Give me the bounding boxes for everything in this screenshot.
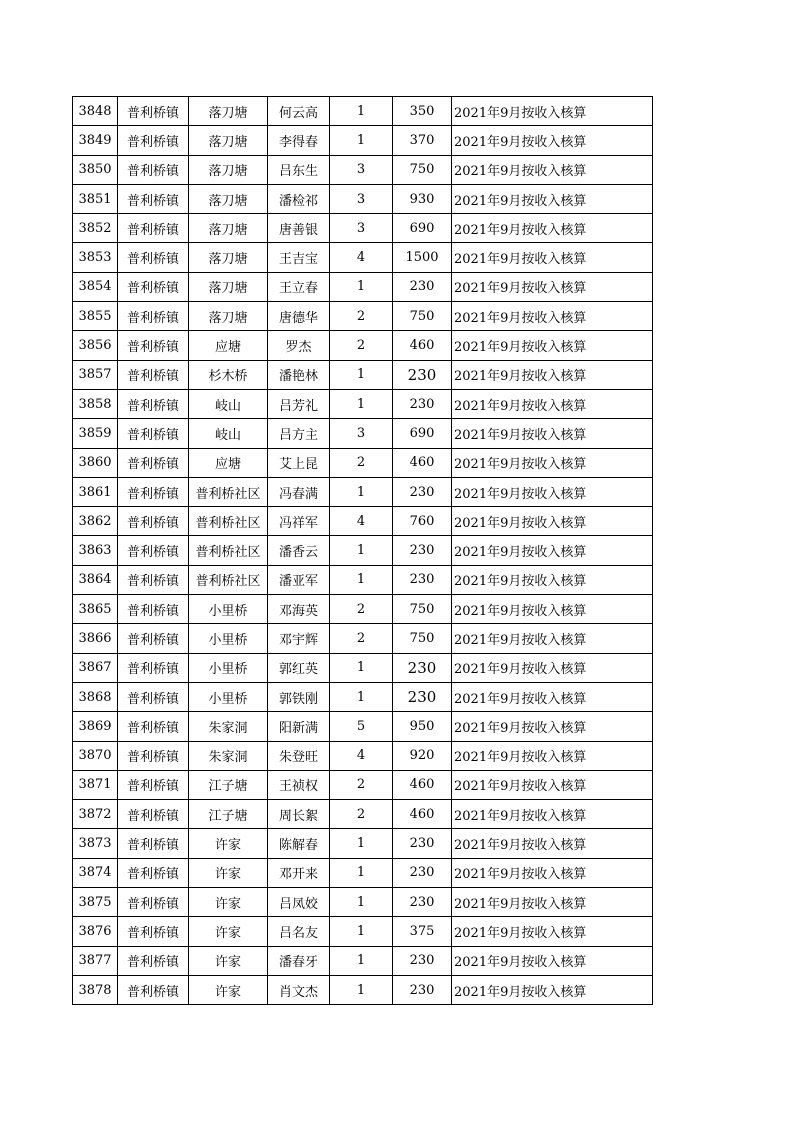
row-number-cell: 3866 [73, 624, 118, 653]
name-cell: 周长絮 [268, 800, 330, 829]
table-row [73, 302, 653, 331]
note-cell: 2021年9月按收入核算 [452, 360, 653, 389]
amount-cell: 460 [393, 448, 452, 477]
table-row [73, 214, 653, 243]
amount-cell: 375 [393, 917, 452, 946]
row-number-cell: 3873 [73, 829, 118, 858]
name-cell: 唐德华 [268, 302, 330, 331]
table-row [73, 624, 653, 653]
name-cell: 何云高 [268, 97, 330, 126]
note-cell: 2021年9月按收入核算 [452, 565, 653, 594]
row-number-cell: 3861 [73, 477, 118, 506]
amount-cell: 230 [393, 272, 452, 301]
town-cell: 普利桥镇 [118, 741, 189, 770]
name-cell: 艾上昆 [268, 448, 330, 477]
note-cell: 2021年9月按收入核算 [452, 800, 653, 829]
amount-cell: 950 [393, 712, 452, 741]
amount-cell: 230 [393, 360, 452, 389]
note-cell: 2021年9月按收入核算 [452, 624, 653, 653]
note-cell: 2021年9月按收入核算 [452, 243, 653, 272]
village-cell: 普利桥社区 [189, 507, 268, 536]
row-number-cell: 3876 [73, 917, 118, 946]
note-cell: 2021年9月按收入核算 [452, 155, 653, 184]
note-cell: 2021年9月按收入核算 [452, 272, 653, 301]
name-cell: 潘香云 [268, 536, 330, 565]
village-cell: 落刀塘 [189, 214, 268, 243]
household-size-cell: 1 [330, 126, 393, 155]
table-row [73, 419, 653, 448]
amount-cell: 370 [393, 126, 452, 155]
table-row [73, 97, 653, 126]
row-number-cell: 3872 [73, 800, 118, 829]
note-cell: 2021年9月按收入核算 [452, 595, 653, 624]
row-number-cell: 3850 [73, 155, 118, 184]
amount-cell: 230 [393, 536, 452, 565]
table-row [73, 712, 653, 741]
amount-cell: 350 [393, 97, 452, 126]
amount-cell: 1500 [393, 243, 452, 272]
village-cell: 江子塘 [189, 770, 268, 799]
village-cell: 朱家洞 [189, 712, 268, 741]
name-cell: 王吉宝 [268, 243, 330, 272]
amount-cell: 460 [393, 770, 452, 799]
town-cell: 普利桥镇 [118, 155, 189, 184]
village-cell: 杉木桥 [189, 360, 268, 389]
row-number-cell: 3864 [73, 565, 118, 594]
row-number-cell: 3853 [73, 243, 118, 272]
village-cell: 应塘 [189, 331, 268, 360]
note-cell: 2021年9月按收入核算 [452, 126, 653, 155]
note-cell: 2021年9月按收入核算 [452, 302, 653, 331]
household-size-cell: 1 [330, 97, 393, 126]
row-number-cell: 3858 [73, 389, 118, 418]
town-cell: 普利桥镇 [118, 243, 189, 272]
household-size-cell: 1 [330, 888, 393, 917]
name-cell: 朱登旺 [268, 741, 330, 770]
town-cell: 普利桥镇 [118, 975, 189, 1004]
name-cell: 潘春牙 [268, 946, 330, 975]
table-row [73, 448, 653, 477]
name-cell: 邓开来 [268, 858, 330, 887]
household-size-cell: 2 [330, 595, 393, 624]
household-size-cell: 2 [330, 331, 393, 360]
row-number-cell: 3849 [73, 126, 118, 155]
note-cell: 2021年9月按收入核算 [452, 741, 653, 770]
table-body [73, 97, 653, 1005]
table-row [73, 477, 653, 506]
note-cell: 2021年9月按收入核算 [452, 975, 653, 1004]
town-cell: 普利桥镇 [118, 360, 189, 389]
row-number-cell: 3871 [73, 770, 118, 799]
town-cell: 普利桥镇 [118, 507, 189, 536]
household-size-cell: 1 [330, 682, 393, 711]
village-cell: 许家 [189, 888, 268, 917]
row-number-cell: 3865 [73, 595, 118, 624]
row-number-cell: 3875 [73, 888, 118, 917]
row-number-cell: 3863 [73, 536, 118, 565]
row-number-cell: 3848 [73, 97, 118, 126]
household-size-cell: 4 [330, 507, 393, 536]
table-row [73, 653, 653, 682]
name-cell: 吕芳礼 [268, 389, 330, 418]
town-cell: 普利桥镇 [118, 536, 189, 565]
records-table [72, 96, 653, 1005]
village-cell: 落刀塘 [189, 184, 268, 213]
note-cell: 2021年9月按收入核算 [452, 888, 653, 917]
row-number-cell: 3854 [73, 272, 118, 301]
town-cell: 普利桥镇 [118, 184, 189, 213]
note-cell: 2021年9月按收入核算 [452, 917, 653, 946]
name-cell: 罗杰 [268, 331, 330, 360]
amount-cell: 230 [393, 975, 452, 1004]
household-size-cell: 1 [330, 360, 393, 389]
name-cell: 冯春满 [268, 477, 330, 506]
town-cell: 普利桥镇 [118, 595, 189, 624]
village-cell: 小里桥 [189, 682, 268, 711]
village-cell: 许家 [189, 946, 268, 975]
household-size-cell: 1 [330, 272, 393, 301]
household-size-cell: 3 [330, 419, 393, 448]
amount-cell: 230 [393, 829, 452, 858]
household-size-cell: 1 [330, 653, 393, 682]
table-row [73, 331, 653, 360]
row-number-cell: 3869 [73, 712, 118, 741]
town-cell: 普利桥镇 [118, 214, 189, 243]
amount-cell: 750 [393, 302, 452, 331]
village-cell: 许家 [189, 829, 268, 858]
village-cell: 小里桥 [189, 653, 268, 682]
town-cell: 普利桥镇 [118, 624, 189, 653]
household-size-cell: 3 [330, 155, 393, 184]
town-cell: 普利桥镇 [118, 888, 189, 917]
town-cell: 普利桥镇 [118, 800, 189, 829]
village-cell: 江子塘 [189, 800, 268, 829]
town-cell: 普利桥镇 [118, 858, 189, 887]
town-cell: 普利桥镇 [118, 682, 189, 711]
name-cell: 吕名友 [268, 917, 330, 946]
note-cell: 2021年9月按收入核算 [452, 858, 653, 887]
village-cell: 许家 [189, 917, 268, 946]
table-row [73, 770, 653, 799]
name-cell: 吕方主 [268, 419, 330, 448]
name-cell: 肖文杰 [268, 975, 330, 1004]
town-cell: 普利桥镇 [118, 302, 189, 331]
note-cell: 2021年9月按收入核算 [452, 946, 653, 975]
amount-cell: 230 [393, 682, 452, 711]
name-cell: 唐善银 [268, 214, 330, 243]
amount-cell: 460 [393, 331, 452, 360]
town-cell: 普利桥镇 [118, 448, 189, 477]
table-row [73, 184, 653, 213]
table-row [73, 917, 653, 946]
village-cell: 应塘 [189, 448, 268, 477]
amount-cell: 230 [393, 389, 452, 418]
household-size-cell: 5 [330, 712, 393, 741]
note-cell: 2021年9月按收入核算 [452, 536, 653, 565]
amount-cell: 230 [393, 477, 452, 506]
table-row [73, 126, 653, 155]
household-size-cell: 1 [330, 946, 393, 975]
name-cell: 李得春 [268, 126, 330, 155]
row-number-cell: 3856 [73, 331, 118, 360]
table-row [73, 595, 653, 624]
name-cell: 陈解春 [268, 829, 330, 858]
town-cell: 普利桥镇 [118, 126, 189, 155]
town-cell: 普利桥镇 [118, 653, 189, 682]
town-cell: 普利桥镇 [118, 712, 189, 741]
town-cell: 普利桥镇 [118, 946, 189, 975]
note-cell: 2021年9月按收入核算 [452, 214, 653, 243]
row-number-cell: 3851 [73, 184, 118, 213]
name-cell: 冯祥军 [268, 507, 330, 536]
town-cell: 普利桥镇 [118, 272, 189, 301]
row-number-cell: 3859 [73, 419, 118, 448]
amount-cell: 930 [393, 184, 452, 213]
table-row [73, 888, 653, 917]
amount-cell: 460 [393, 800, 452, 829]
village-cell: 落刀塘 [189, 97, 268, 126]
name-cell: 王立春 [268, 272, 330, 301]
note-cell: 2021年9月按收入核算 [452, 653, 653, 682]
town-cell: 普利桥镇 [118, 477, 189, 506]
note-cell: 2021年9月按收入核算 [452, 477, 653, 506]
name-cell: 吕凤姣 [268, 888, 330, 917]
table-row [73, 800, 653, 829]
amount-cell: 230 [393, 653, 452, 682]
household-size-cell: 1 [330, 858, 393, 887]
town-cell: 普利桥镇 [118, 917, 189, 946]
table-row [73, 536, 653, 565]
row-number-cell: 3868 [73, 682, 118, 711]
amount-cell: 760 [393, 507, 452, 536]
village-cell: 岐山 [189, 419, 268, 448]
village-cell: 普利桥社区 [189, 565, 268, 594]
table-row [73, 507, 653, 536]
row-number-cell: 3870 [73, 741, 118, 770]
table-row [73, 682, 653, 711]
village-cell: 许家 [189, 975, 268, 1004]
row-number-cell: 3852 [73, 214, 118, 243]
table-row [73, 243, 653, 272]
table-row [73, 946, 653, 975]
household-size-cell: 3 [330, 214, 393, 243]
household-size-cell: 1 [330, 829, 393, 858]
name-cell: 郭铁刚 [268, 682, 330, 711]
row-number-cell: 3877 [73, 946, 118, 975]
town-cell: 普利桥镇 [118, 770, 189, 799]
amount-cell: 750 [393, 595, 452, 624]
name-cell: 吕东生 [268, 155, 330, 184]
note-cell: 2021年9月按收入核算 [452, 507, 653, 536]
village-cell: 朱家洞 [189, 741, 268, 770]
household-size-cell: 1 [330, 917, 393, 946]
village-cell: 小里桥 [189, 624, 268, 653]
town-cell: 普利桥镇 [118, 419, 189, 448]
village-cell: 普利桥社区 [189, 477, 268, 506]
name-cell: 王祯权 [268, 770, 330, 799]
town-cell: 普利桥镇 [118, 829, 189, 858]
household-size-cell: 3 [330, 184, 393, 213]
village-cell: 岐山 [189, 389, 268, 418]
town-cell: 普利桥镇 [118, 97, 189, 126]
note-cell: 2021年9月按收入核算 [452, 770, 653, 799]
town-cell: 普利桥镇 [118, 331, 189, 360]
table-row [73, 829, 653, 858]
village-cell: 普利桥社区 [189, 536, 268, 565]
table-row [73, 565, 653, 594]
village-cell: 落刀塘 [189, 272, 268, 301]
household-size-cell: 1 [330, 565, 393, 594]
table-row [73, 741, 653, 770]
amount-cell: 750 [393, 155, 452, 184]
row-number-cell: 3878 [73, 975, 118, 1004]
note-cell: 2021年9月按收入核算 [452, 682, 653, 711]
row-number-cell: 3857 [73, 360, 118, 389]
amount-cell: 230 [393, 888, 452, 917]
name-cell: 邓宇辉 [268, 624, 330, 653]
household-size-cell: 1 [330, 477, 393, 506]
village-cell: 落刀塘 [189, 243, 268, 272]
table-row [73, 975, 653, 1004]
household-size-cell: 1 [330, 389, 393, 418]
note-cell: 2021年9月按收入核算 [452, 184, 653, 213]
amount-cell: 230 [393, 946, 452, 975]
village-cell: 小里桥 [189, 595, 268, 624]
town-cell: 普利桥镇 [118, 389, 189, 418]
village-cell: 许家 [189, 858, 268, 887]
row-number-cell: 3855 [73, 302, 118, 331]
amount-cell: 230 [393, 565, 452, 594]
amount-cell: 750 [393, 624, 452, 653]
row-number-cell: 3862 [73, 507, 118, 536]
table-row [73, 389, 653, 418]
household-size-cell: 1 [330, 975, 393, 1004]
town-cell: 普利桥镇 [118, 565, 189, 594]
amount-cell: 920 [393, 741, 452, 770]
village-cell: 落刀塘 [189, 302, 268, 331]
table-row [73, 155, 653, 184]
note-cell: 2021年9月按收入核算 [452, 829, 653, 858]
name-cell: 潘检祁 [268, 184, 330, 213]
amount-cell: 230 [393, 858, 452, 887]
table-row [73, 360, 653, 389]
household-size-cell: 2 [330, 770, 393, 799]
name-cell: 潘亚军 [268, 565, 330, 594]
household-size-cell: 4 [330, 741, 393, 770]
row-number-cell: 3867 [73, 653, 118, 682]
row-number-cell: 3860 [73, 448, 118, 477]
table-row [73, 272, 653, 301]
note-cell: 2021年9月按收入核算 [452, 419, 653, 448]
note-cell: 2021年9月按收入核算 [452, 448, 653, 477]
note-cell: 2021年9月按收入核算 [452, 712, 653, 741]
row-number-cell: 3874 [73, 858, 118, 887]
amount-cell: 690 [393, 214, 452, 243]
name-cell: 邓海英 [268, 595, 330, 624]
village-cell: 落刀塘 [189, 155, 268, 184]
note-cell: 2021年9月按收入核算 [452, 389, 653, 418]
household-size-cell: 4 [330, 243, 393, 272]
amount-cell: 690 [393, 419, 452, 448]
household-size-cell: 2 [330, 624, 393, 653]
name-cell: 潘艳林 [268, 360, 330, 389]
village-cell: 落刀塘 [189, 126, 268, 155]
name-cell: 郭红英 [268, 653, 330, 682]
household-size-cell: 2 [330, 448, 393, 477]
note-cell: 2021年9月按收入核算 [452, 97, 653, 126]
note-cell: 2021年9月按收入核算 [452, 331, 653, 360]
name-cell: 阳新满 [268, 712, 330, 741]
household-size-cell: 1 [330, 536, 393, 565]
household-size-cell: 2 [330, 302, 393, 331]
table-row [73, 858, 653, 887]
household-size-cell: 2 [330, 800, 393, 829]
